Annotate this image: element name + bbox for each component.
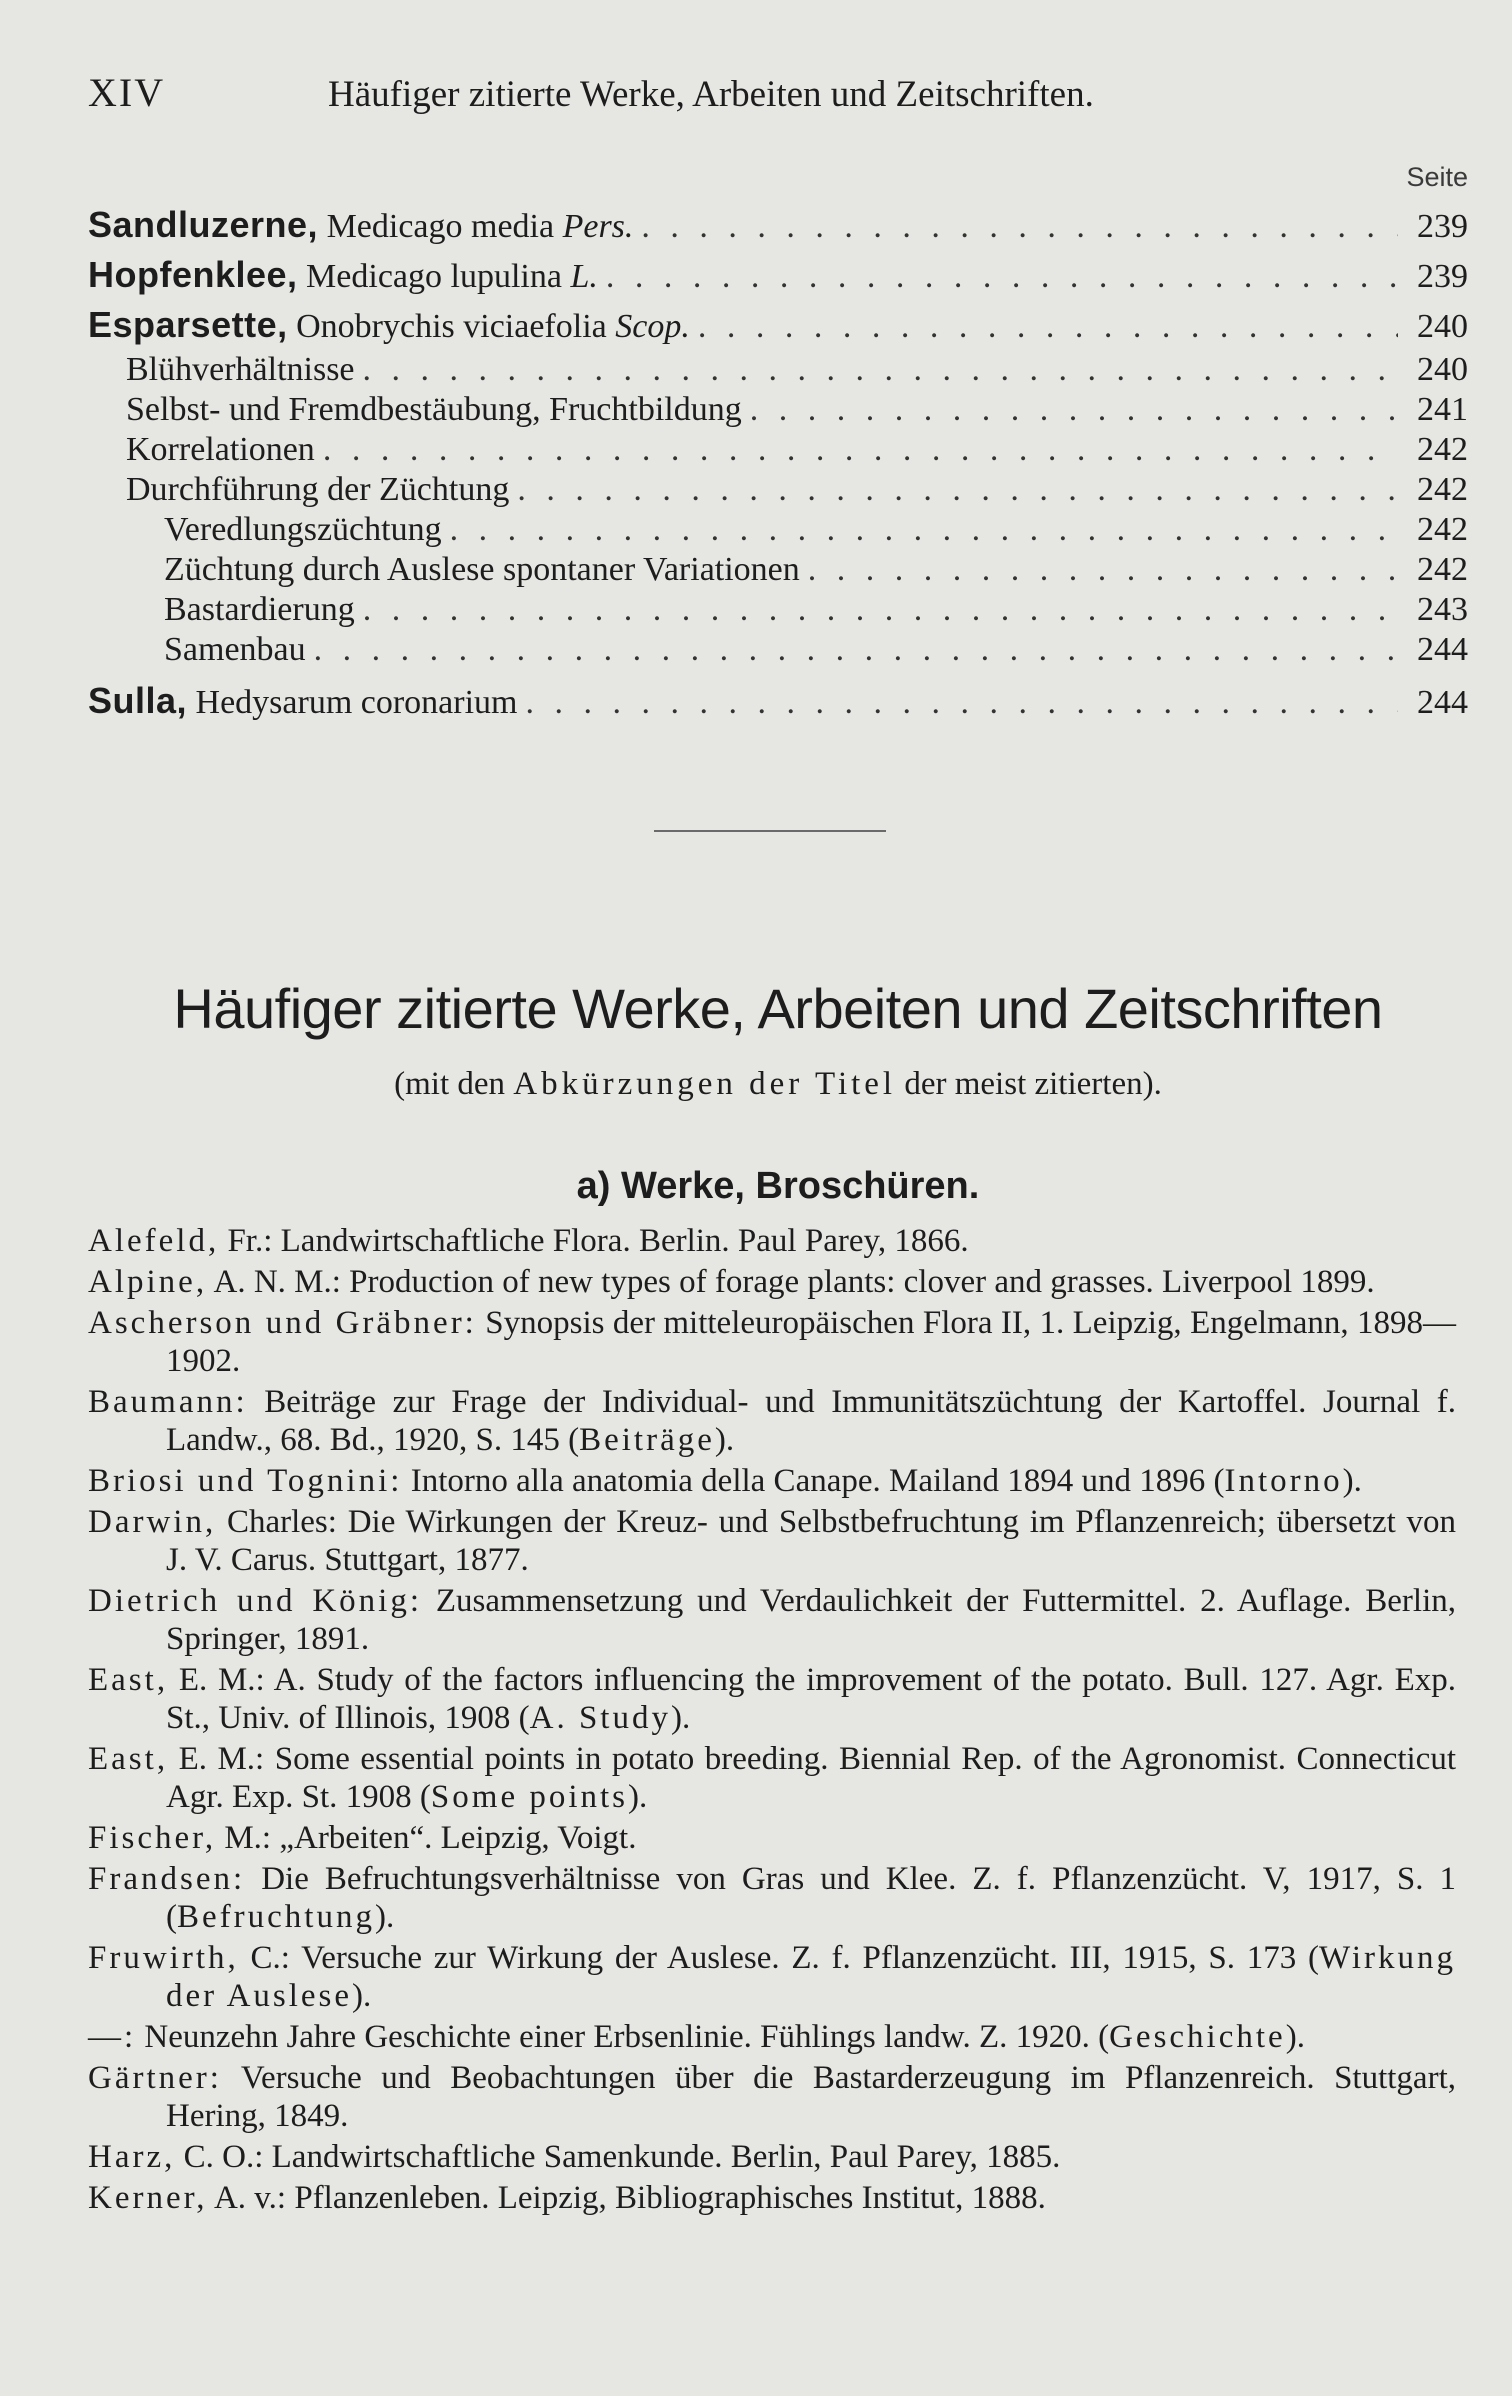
entry-abbreviation: Wirkung der Auslese <box>166 1940 1456 2014</box>
entry-citation: Zusammensetzung und Verdaulichkeit der Futtermittel. 2. Auflage. Berlin, Springer, 1891. <box>166 1583 1456 1657</box>
toc-entry-label: Durchführung der Züchtung <box>126 471 510 508</box>
toc-entry <box>88 300 1468 350</box>
entry-citation: E. M.: A. Study of the factors influencing the improvement of the potato. Bull. 127. Agr. Exp. St., Univ. of Illinois, 1908 ( <box>166 1662 1456 1736</box>
subtitle-after: der meist zitierten). <box>896 1066 1162 1102</box>
toc-entry <box>88 510 1468 550</box>
toc-entry <box>88 250 1468 300</box>
toc-dot-leader <box>314 630 1398 670</box>
entry-author: Harz, <box>88 2139 176 2175</box>
page-number: XIV <box>88 70 166 115</box>
toc-entry-text <box>164 630 306 670</box>
bibliography-entry <box>88 1383 1456 1459</box>
bibliography-entry <box>88 1939 1456 2015</box>
toc-entry-heading: Sandluzerne, <box>88 204 319 245</box>
entry-citation: E. M.: Some essential points in potato breeding. Biennial Rep. of the Agronomist. Connecticut Agr. Exp. St. 1908 ( <box>166 1741 1456 1815</box>
entry-citation: Versuche und Beobachtungen über die Bastarderzeugung im Pflanzenreich. Stuttgart, Hering, 1849. <box>166 2060 1456 2134</box>
toc-entry-heading: Hopfenklee, <box>88 254 298 295</box>
toc-dot-leader <box>363 350 1398 390</box>
toc-entry-text <box>126 430 315 470</box>
toc-page-number: 240 <box>1417 351 1468 388</box>
toc-entry-authority: Pers. <box>562 208 634 245</box>
toc-page-number: 243 <box>1417 591 1468 628</box>
table-of-contents <box>88 200 1468 726</box>
entry-author: Briosi und Tognini: <box>88 1463 403 1499</box>
toc-dot-leader <box>750 390 1398 430</box>
toc-page-number: 239 <box>1417 258 1468 295</box>
toc-entry-label: Medicago media <box>318 208 563 245</box>
entry-citation: A. v.: Pflanzenleben. Leipzig, Bibliographisches Institut, 1888. <box>207 2180 1046 2216</box>
entry-tail: ). <box>352 1978 372 2014</box>
toc-entry-label: Bastardierung <box>164 591 355 628</box>
bibliography-entry <box>88 2179 1456 2217</box>
toc-entry <box>88 676 1468 726</box>
running-head <box>88 70 1468 118</box>
toc-entry-label: Korrelationen <box>126 431 315 468</box>
entry-author: East, <box>88 1741 169 1777</box>
toc-entry <box>88 590 1468 630</box>
section-divider <box>654 830 886 832</box>
entry-author: Dietrich und König: <box>88 1583 422 1619</box>
toc-entry <box>88 350 1468 390</box>
toc-page-number: 242 <box>1417 551 1468 588</box>
entry-citation: Charles: Die Wirkungen der Kreuz- und Selbstbefruchtung im Pflanzenreich; übersetzt von J. V. Carus. Stuttgart, 1877. <box>166 1504 1456 1578</box>
toc-entry-label: Samenbau <box>164 631 306 668</box>
toc-entry-text <box>88 200 633 250</box>
subtitle-before: (mit den <box>394 1066 514 1102</box>
toc-dot-leader <box>698 302 1398 350</box>
entry-citation: M.: „Arbeiten“. Leipzig, Voigt. <box>216 1820 637 1856</box>
toc-entry <box>88 390 1468 430</box>
bibliography-entry <box>88 2059 1456 2135</box>
page-title: Häufiger zitierte Werke, Arbeiten und Zeitschriften <box>173 977 1383 1040</box>
toc-entry-label: Blühverhältnisse <box>126 351 355 388</box>
entry-abbreviation: Intorno <box>1224 1463 1343 1499</box>
bibliography-entry <box>88 1222 1456 1260</box>
bibliography-entry <box>88 1819 1456 1857</box>
toc-entry-label: Onobrychis viciaefolia <box>287 308 616 345</box>
toc-entry-text <box>126 350 355 390</box>
bibliography-entry <box>88 2138 1456 2176</box>
toc-entry-text <box>164 590 355 630</box>
subtitle-spaced: Abkürzungen der Titel <box>513 1066 897 1102</box>
toc-entry-heading: Esparsette, <box>88 304 288 345</box>
toc-dot-leader <box>641 202 1398 250</box>
toc-entry-text <box>126 390 742 430</box>
toc-entry-authority: L. <box>570 258 598 295</box>
toc-entry-label: Züchtung durch Auslese spontaner Variationen <box>164 551 800 588</box>
toc-entry-heading: Sulla, <box>88 680 188 721</box>
toc-entry-label: Selbst- und Fremdbestäubung, Fruchtbildung <box>126 391 742 428</box>
entry-tail: ). <box>628 1779 648 1815</box>
entry-citation: A. N. M.: Production of new types of forage plants: clover and grasses. Liverpool 1899. <box>207 1264 1375 1300</box>
entry-citation: Intorno alla anatomia della Canape. Mailand 1894 und 1896 ( <box>402 1463 1225 1499</box>
entry-tail: ). <box>714 1422 735 1458</box>
entry-citation: Beiträge zur Frage der Individual- und Immunitätszüchtung der Kartoffel. Journal f. Landw., 68. Bd., 1920, S. 145 ( <box>166 1384 1456 1458</box>
bibliography-entry <box>88 1860 1456 1936</box>
entry-tail: ). <box>670 1700 691 1736</box>
entry-author: Kerner, <box>88 2180 208 2216</box>
toc-entry <box>88 200 1468 250</box>
entry-author: Alefeld, <box>88 1223 220 1259</box>
entry-citation: C.: Versuche zur Wirkung der Auslese. Z. f. Pflanzenzücht. III, 1915, S. 173 ( <box>238 1940 1320 1976</box>
entry-abbreviation: A. Study <box>529 1700 671 1736</box>
entry-author: Baumann: <box>88 1384 248 1420</box>
toc-page-column-label: Seite <box>1406 162 1468 192</box>
toc-entry <box>88 630 1468 670</box>
toc-dot-leader <box>323 430 1398 470</box>
bibliography-entry <box>88 1582 1456 1658</box>
entry-abbreviation: Befruchtung <box>177 1899 375 1935</box>
toc-dot-leader <box>526 678 1399 726</box>
toc-dot-leader <box>808 550 1398 590</box>
toc-page-number: 242 <box>1417 511 1468 548</box>
entry-tail: ). <box>374 1899 395 1935</box>
entry-citation: Fr.: Landwirtschaftliche Flora. Berlin. Paul Parey, 1866. <box>219 1223 969 1259</box>
entry-author: East, <box>88 1662 169 1698</box>
toc-page-number: 242 <box>1417 431 1468 468</box>
toc-entry-text <box>88 250 598 300</box>
toc-dot-leader <box>450 510 1398 550</box>
entry-citation: Die Befruchtungsverhältnisse von Gras und Klee. Z. f. Pflanzenzücht. V, 1917, S. 1 ( <box>166 1861 1456 1935</box>
toc-entry-text <box>126 470 509 510</box>
toc-dot-leader <box>606 252 1398 300</box>
toc-dot-leader <box>517 470 1398 510</box>
entry-abbreviation: Some points <box>430 1779 629 1815</box>
toc-page-number: 242 <box>1417 471 1468 508</box>
toc-page-number: 240 <box>1417 308 1468 345</box>
toc-entry-text <box>88 300 690 350</box>
toc-page-number: 244 <box>1417 631 1468 668</box>
bibliography-entry <box>88 1740 1456 1816</box>
page-subtitle <box>88 1062 1468 1106</box>
entry-abbreviation: Beiträge <box>579 1422 715 1458</box>
entry-citation: C. O.: Landwirtschaftliche Samenkunde. Berlin, Paul Parey, 1885. <box>175 2139 1061 2175</box>
toc-entry-text <box>164 550 800 590</box>
bibliography-entry <box>88 2018 1456 2056</box>
bibliography-list <box>88 1222 1456 2220</box>
entry-tail: ). <box>1342 1463 1362 1499</box>
entry-author: Fruwirth, <box>88 1940 239 1976</box>
toc-entry-authority: Scop. <box>615 308 690 345</box>
toc-page-number: 241 <box>1417 391 1468 428</box>
running-head-title: Häufiger zitierte Werke, Arbeiten und Zeitschriften. <box>328 74 1094 115</box>
toc-dot-leader <box>363 590 1398 630</box>
toc-page-number: 244 <box>1417 684 1468 721</box>
entry-author: Alpine, <box>88 1264 208 1300</box>
toc-entry <box>88 430 1468 470</box>
entry-author: Darwin, <box>88 1504 217 1540</box>
toc-entry-label: Veredlungszüchtung <box>164 511 442 548</box>
entry-author: Frandsen: <box>88 1861 246 1897</box>
toc-page-number: 239 <box>1417 208 1468 245</box>
toc-entry-label: Hedysarum coronarium <box>187 684 518 721</box>
bibliography-entry <box>88 1462 1456 1500</box>
toc-entry-label: Medicago lupulina <box>297 258 571 295</box>
toc-entry <box>88 550 1468 590</box>
entry-citation: Synopsis der mitteleuropäischen Flora II, 1. Leipzig, Engelmann, 1898—1902. <box>166 1305 1456 1379</box>
entry-author: Fischer, <box>88 1820 217 1856</box>
bibliography-entry <box>88 1503 1456 1579</box>
entry-tail: ). <box>1285 2019 1305 2055</box>
toc-entry-text <box>164 510 442 550</box>
bibliography-entry <box>88 1263 1456 1301</box>
toc-entry <box>88 470 1468 510</box>
entry-author: Ascherson und Gräbner: <box>88 1305 477 1341</box>
entry-author: —: <box>88 2019 137 2055</box>
bibliography-entry <box>88 1661 1456 1737</box>
section-heading: a) Werke, Broschüren. <box>576 1165 980 1207</box>
bibliography-entry <box>88 1304 1456 1380</box>
entry-abbreviation: Geschichte <box>1109 2019 1286 2055</box>
entry-author: Gärtner: <box>88 2060 222 2096</box>
toc-entry-text <box>88 676 518 726</box>
entry-citation: Neunzehn Jahre Geschichte einer Erbsenlinie. Fühlings landw. Z. 1920. ( <box>136 2019 1110 2055</box>
